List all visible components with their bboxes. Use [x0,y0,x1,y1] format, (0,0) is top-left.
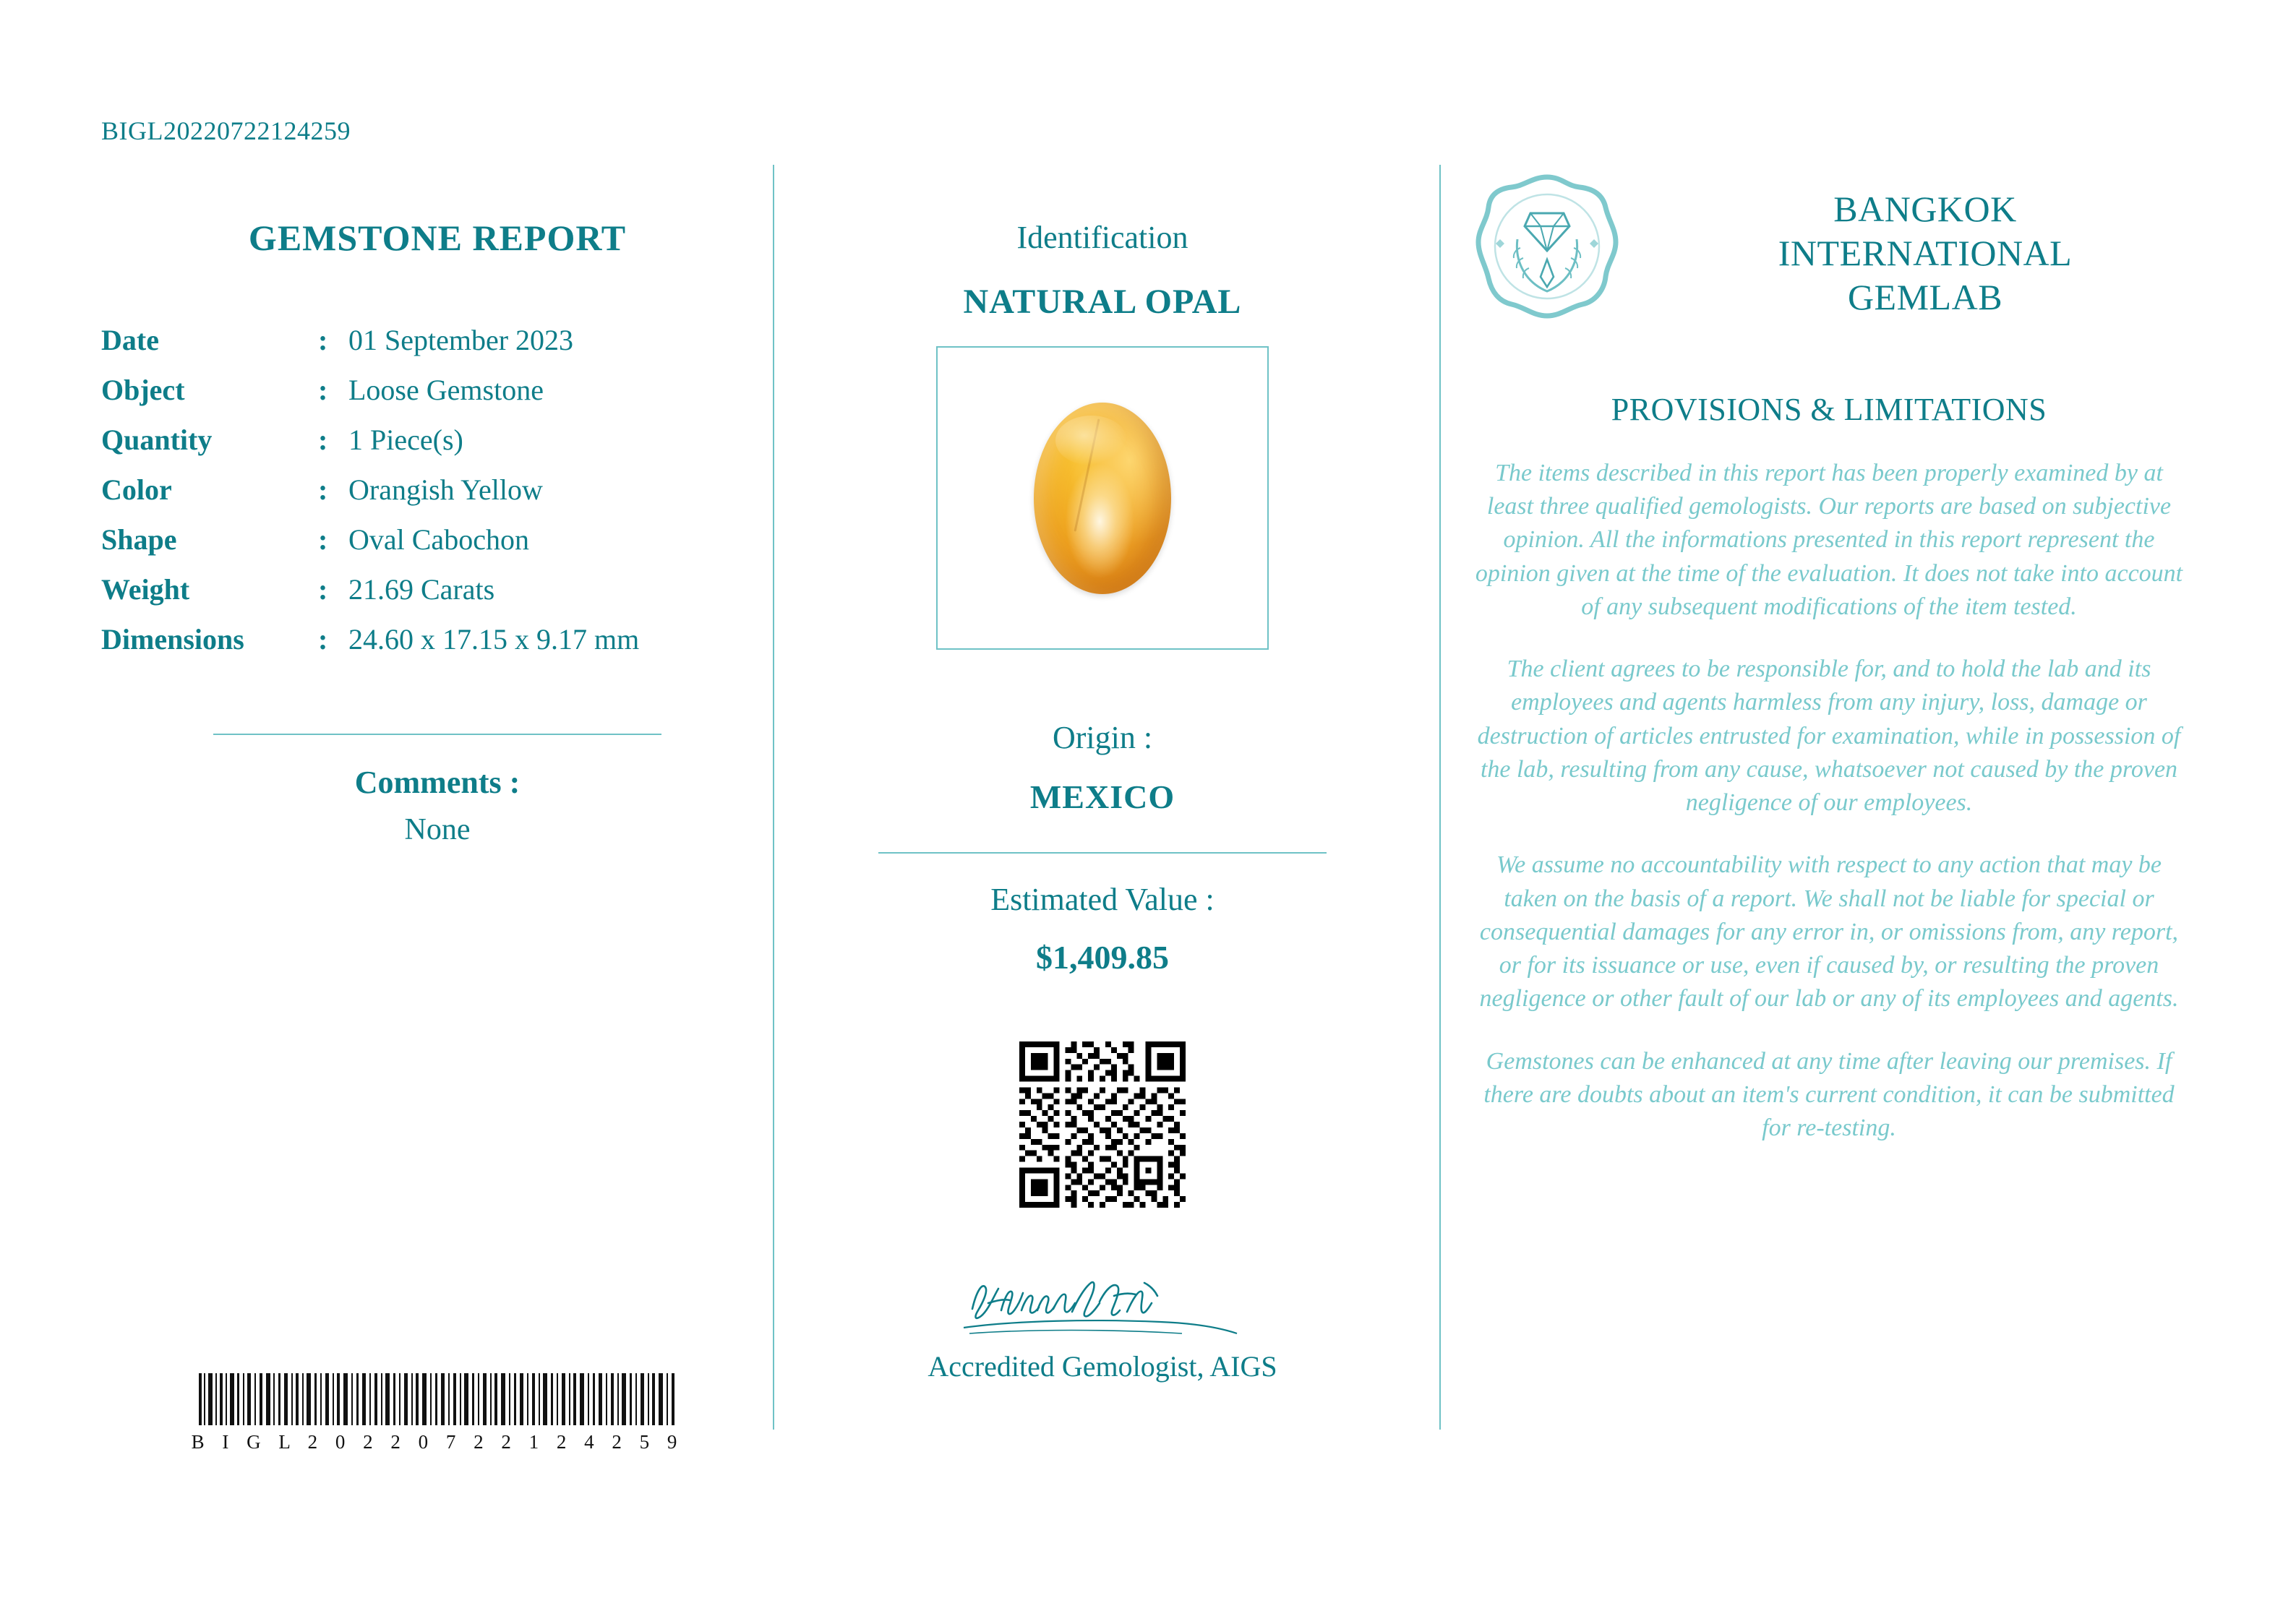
barcode-image [199,1373,676,1425]
spec-value-object: Loose Gemstone [348,374,544,406]
gem-name: NATURAL OPAL [963,283,1242,321]
report-number: BIGL20220722124259 [101,116,351,145]
column-divider-right [1439,165,1441,1430]
table-row [101,415,774,465]
accredited-gemologist-label: Accredited Gemologist, AIGS [928,1350,1277,1383]
spec-colon: : [318,573,328,606]
page-title: GEMSTONE REPORT [248,218,627,258]
barcode-number: B I G L 2 0 2 2 0 7 2 2 1 2 4 2 5 9 [191,1431,684,1453]
spec-colon: : [318,424,328,456]
gemstone-photo-frame [936,346,1269,650]
spec-colon: : [318,623,328,656]
identification-label: Identification [1016,220,1188,255]
gemlab-logo-icon [1464,170,1630,336]
spec-label-date: Date [101,324,159,356]
origin-label: Origin : [1052,720,1153,755]
right-column [1464,163,2194,1145]
signature [951,1258,1254,1345]
signature-image [951,1258,1254,1345]
provisions-paragraph-3: We assume no accountability with respect to any action that may be taken on the basis of a report. We shall not be liable for special or consequential damages for any error in, or omissions from, any report, or for its issuance or use, even if caused by, or resulting the proven negligence or other fault of our lab or any of its employees and agents. [1479,851,2179,1013]
origin-value: MEXICO [1029,778,1175,815]
provisions-paragraph-1: The items described in this report has been properly examined by at least three qualified gemologists. Our reports are based on subjective opinion. All the informations presented in this report represent the opinion given at the time of the evaluation. It does not take into account of any subsequent modifications of the item tested. [1475,460,2183,620]
middle-column [817,163,1388,1383]
spec-colon: : [318,374,328,406]
gem-specifications-table [101,315,774,664]
qr-code[interactable] [1019,1041,1186,1208]
brand-line-1: BANGKOK [1833,188,2017,229]
estimated-value-amount: $1,409.85 [1036,939,1169,976]
qr-code-image [1019,1041,1186,1208]
left-column [101,163,774,847]
spec-label-color: Color [101,473,172,506]
comments-value: None [404,813,471,846]
spec-value-weight: 21.69 Carats [348,573,495,606]
spec-value-dimensions: 24.60 x 17.15 x 9.17 mm [348,623,640,656]
brand-line-3: GEMLAB [1847,276,2003,317]
spec-value-quantity: 1 Piece(s) [348,424,463,456]
spec-value-color: Orangish Yellow [348,473,543,506]
brand-title [1656,187,2194,319]
provisions-paragraph-2: The client agrees to be responsible for, and to hold the lab and its employees and agents harmless from any injury, loss, damage or destruction of articles entrusted for examination, while in possession of the lab, resulting from any cause, whatsoever not caused by the proven negligence of our employees. [1477,656,2181,817]
provisions-paragraph-4: Gemstones can be enhanced at any time after leaving our premises. If there are doubts about an item's current condition, it can be submitted for re-testing. [1483,1047,2175,1141]
table-row [101,515,774,564]
spec-label-weight: Weight [101,573,190,606]
estimated-value-label: Estimated Value : [990,882,1215,917]
horizontal-rule [213,734,661,735]
barcode-block [101,1373,774,1453]
spec-label-object: Object [101,374,185,406]
provisions-heading: PROVISIONS & LIMITATIONS [1611,392,2047,427]
horizontal-rule [878,852,1327,854]
table-row [101,564,774,614]
table-row [101,614,774,664]
spec-label-quantity: Quantity [101,424,213,456]
spec-colon: : [318,523,328,556]
table-row [101,365,774,415]
table-row [101,315,774,365]
brand-line-2: INTERNATIONAL [1778,232,2073,273]
spec-colon: : [318,473,328,506]
spec-colon: : [318,324,328,356]
table-row [101,465,774,515]
gemstone-image [1034,403,1171,594]
brand-header [1464,170,2194,336]
spec-value-date: 01 September 2023 [348,324,574,356]
logo-image [1464,170,1630,336]
spec-label-shape: Shape [101,523,177,556]
comments-heading: Comments : [354,765,521,800]
spec-label-dimensions: Dimensions [101,623,244,656]
spec-value-shape: Oval Cabochon [348,523,529,556]
